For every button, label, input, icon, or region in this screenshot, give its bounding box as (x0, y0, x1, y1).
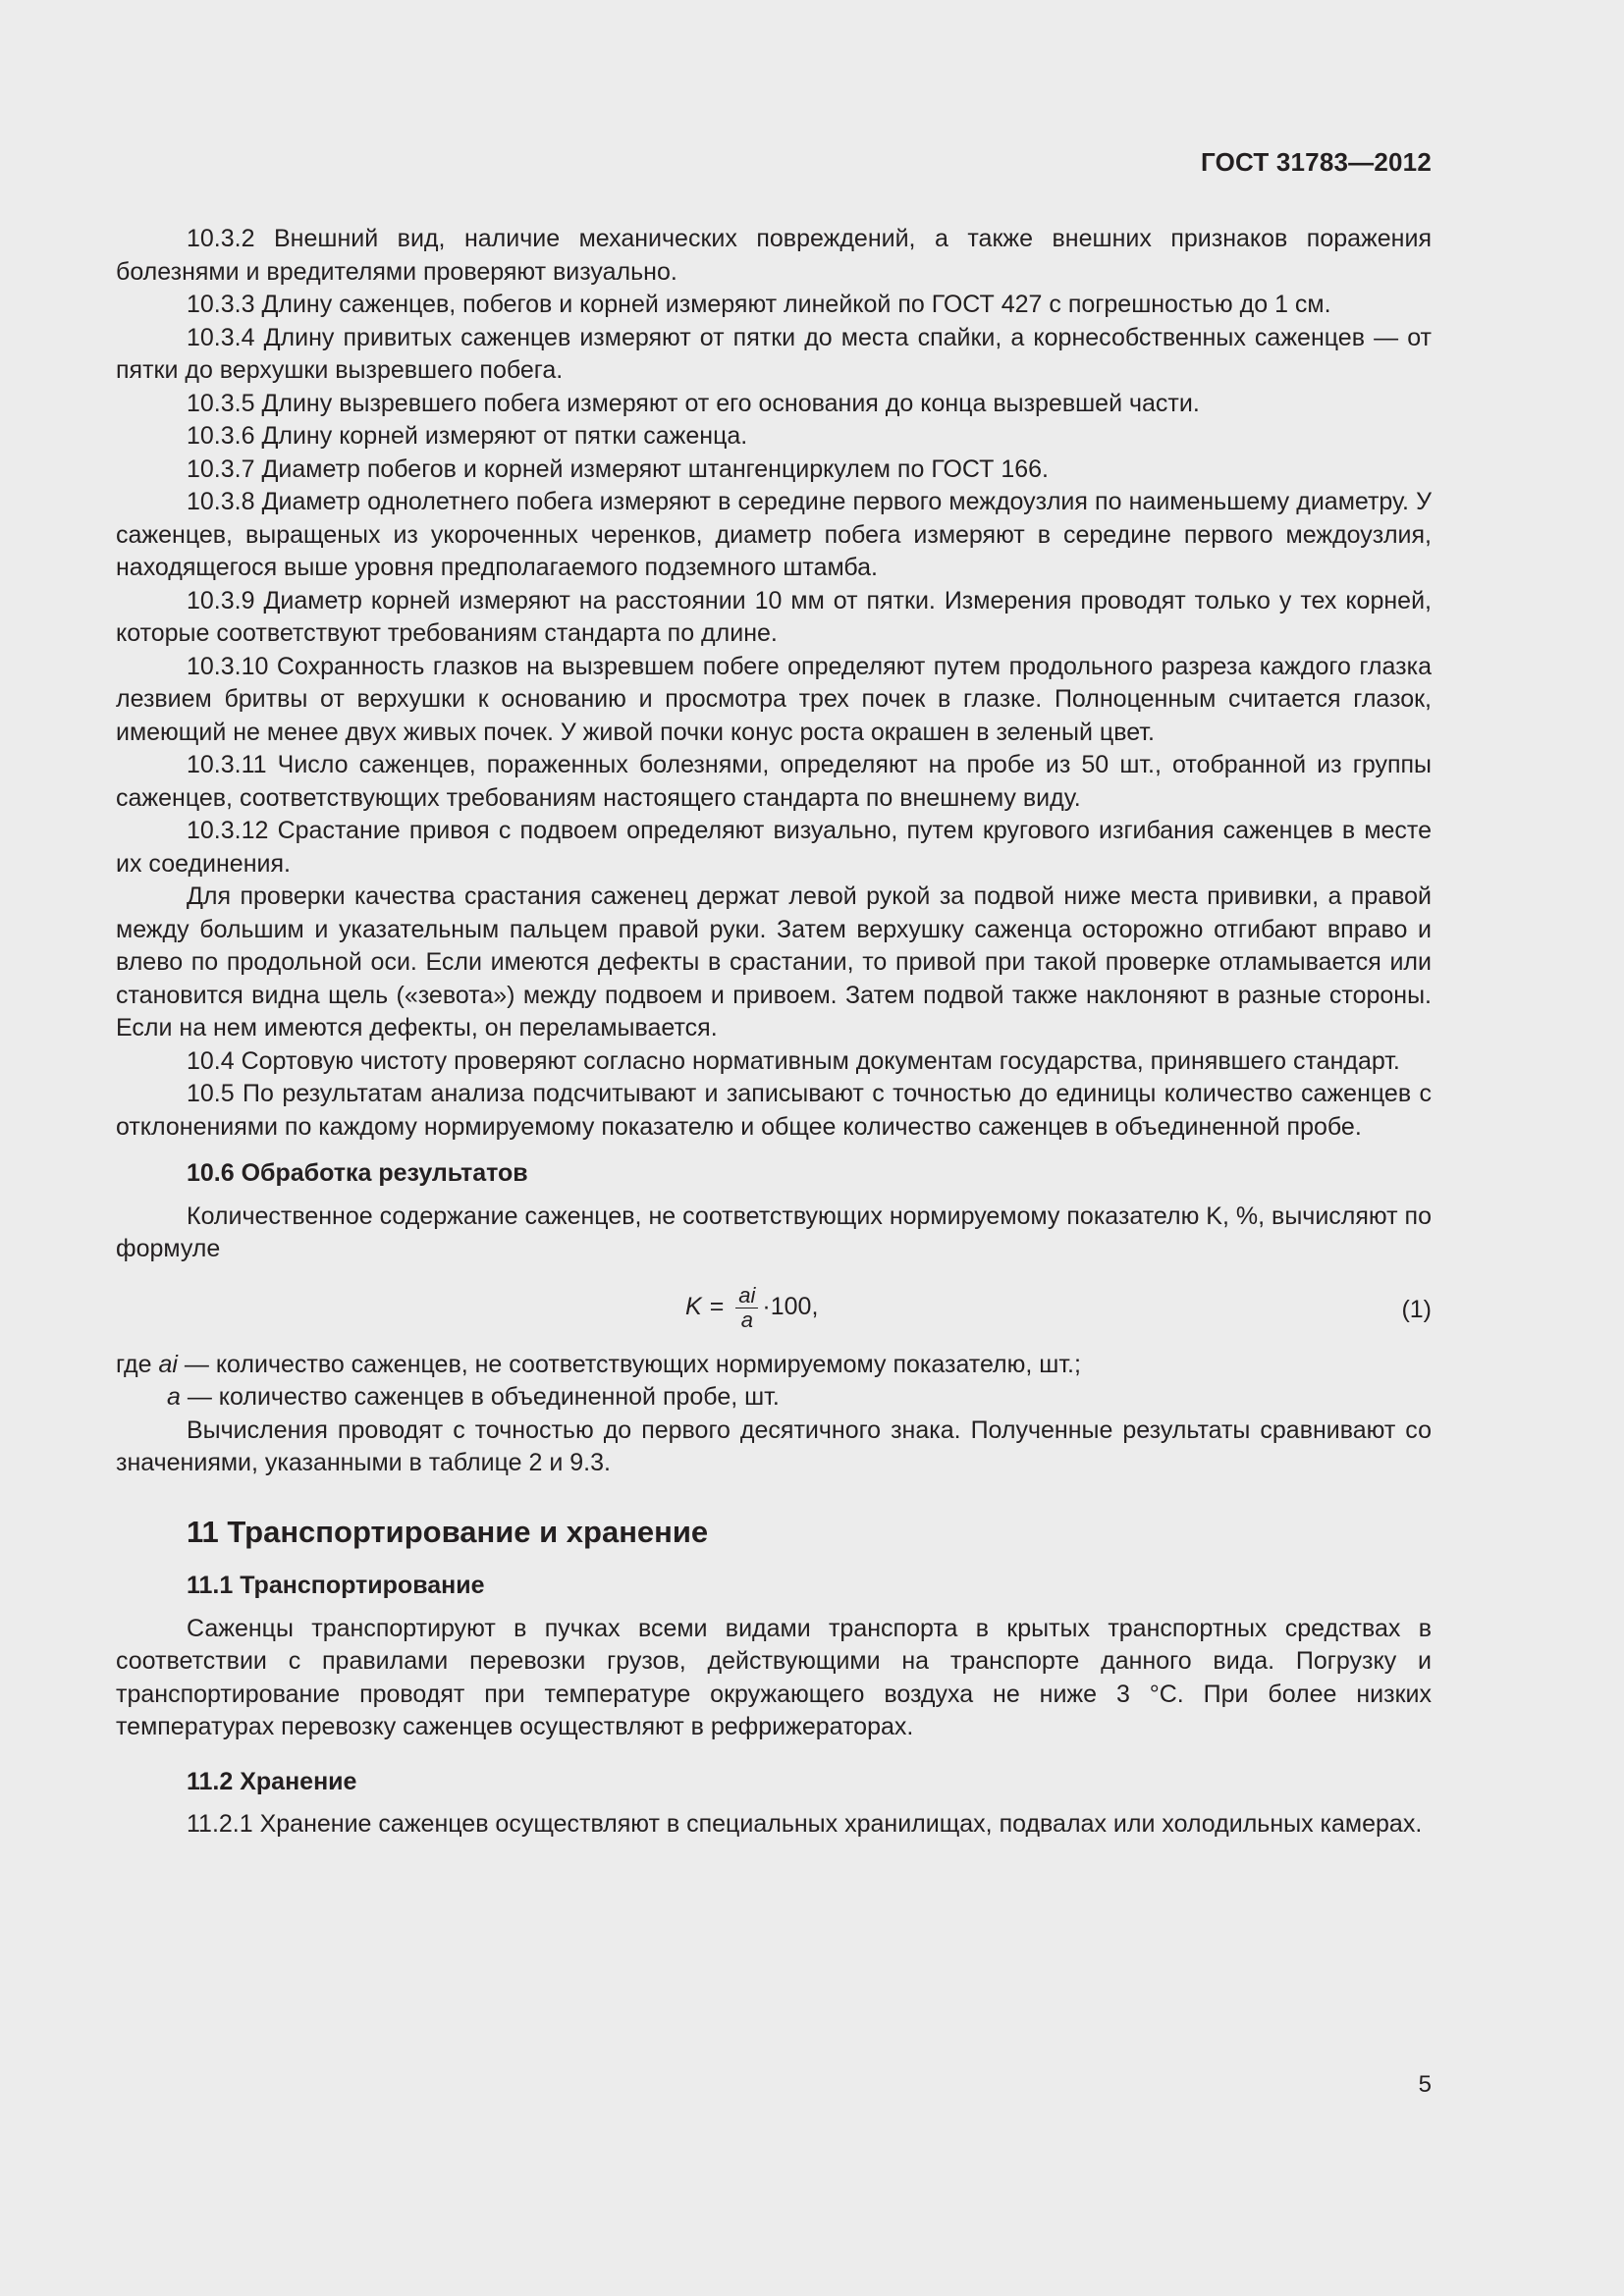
document-code-header: ГОСТ 31783—2012 (1201, 147, 1432, 177)
paragraph-10-3-7: 10.3.7 Диаметр побегов и корней измеряют штангенциркулем по ГОСТ 166. (187, 454, 1049, 483)
body-text (116, 223, 1432, 1842)
equation-number: (1) (1401, 1295, 1432, 1323)
heading-11-1: 11.1 Транспортирование (187, 1572, 485, 1599)
paragraph-10-3-10: 10.3.10 Сохранность глазков на вызревшем побеге определяют путем продольного разреза каждого глазка лезвием бритвы от верхушки к основанию и просмотра трех почек в глазке. Полноценным считается глазок, имеющий не менее двух живых почек. У живой почки конус роста окрашен в зеленый цвет. (116, 652, 1432, 746)
page-number: 5 (1418, 2071, 1432, 2098)
where-line-1 (116, 1349, 1432, 1382)
paragraph-10-6-closing: Вычисления проводят с точностью до первого десятичного знака. Полученные результаты сравнивают со значениями, указанными в таблице 2 и 9.3. (116, 1415, 1432, 1476)
paragraph-11-1: Саженцы транспортируют в пучках всеми видами транспорта в крытых транспортных средствах в соответствии с правилами перевозки грузов, действующими на транспорте данного вида. Погрузку и транспортирование проводят при температуре окружающего воздуха не ниже 3 °С. При более низких температурах перевозку саженцев осуществляют в рефрижераторах. (116, 1614, 1432, 1740)
formula (685, 1284, 818, 1332)
paragraph-10-3-5: 10.3.5 Длину вызревшего побега измеряют от его основания до конца вызревшей части. (187, 389, 1200, 417)
paragraph-10-6-intro: Количественное содержание саженцев, не соответствующих нормируемому показателю K, %, вычисляют по формуле (116, 1201, 1432, 1262)
where-symbol-ai: ai (158, 1350, 178, 1378)
where-definition-ai: — количество саженцев, не соответствующих нормируемому показателю, шт.; (177, 1350, 1081, 1378)
paragraph-10-3-4: 10.3.4 Длину привитых саженцев измеряют от пятки до места спайки, а корнесобственных саженцев — от пятки до верхушки вызревшего побега. (116, 323, 1432, 384)
paragraph-10-3-12: 10.3.12 Срастание привоя с подвоем определяют визуально, путем кругового изгибания саженцев в месте их соединения. (116, 817, 1432, 878)
paragraph-10-5: 10.5 По результатам анализа подсчитывают и записывают с точностью до единицы количество саженцев с отклонениями по каждому нормируемому показателю и общее количество саженцев в объединенной пробе. (116, 1080, 1432, 1141)
formula-lhs: K (685, 1293, 702, 1321)
where-definition-a: — количество саженцев в объединенной пробе, шт. (180, 1383, 780, 1411)
heading-11-2: 11.2 Хранение (187, 1767, 357, 1795)
paragraph-10-3-2: 10.3.2 Внешний вид, наличие механических повреждений, а также внешних признаков поражения болезнями и вредителями проверяют визуально. (116, 225, 1432, 286)
formula-row (116, 1276, 1432, 1349)
paragraph-11-2-1: 11.2.1 Хранение саженцев осуществляют в специальных хранилищах, подвалах или холодильных камерах. (187, 1810, 1423, 1838)
paragraph-10-3-3: 10.3.3 Длину саженцев, побегов и корней измеряют линейкой по ГОСТ 427 с погрешностью до 1 см. (187, 291, 1331, 318)
paragraph-10-3-11: 10.3.11 Число саженцев, пораженных болезнями, определяют на пробе из 50 шт., отобранной из группы саженцев, соответствующих требованиям настоящего стандарта по внешнему виду. (116, 751, 1432, 812)
formula-equals: = (709, 1293, 725, 1321)
formula-numerator: ai (735, 1284, 758, 1308)
paragraph-10-4: 10.4 Сортовую чистоту проверяют согласно нормативным документам государства, принявшего стандарт. (187, 1046, 1400, 1075)
paragraph-grafting-check: Для проверки качества срастания саженец держат левой рукой за подвой ниже места прививки, а правой между большим и указательным пальцем правой руки. Затем верхушку саженца осторожно отгибают вправо и влево по продольной оси. Если имеются дефекты в срастании, то привой при такой проверке отламывается или становится видна щель («зевота») между подвоем и привоем. Затем подвой также наклоняют в разные стороны. Если на нем имеются дефекты, он переламывается. (116, 882, 1432, 1041)
paragraph-10-3-9: 10.3.9 Диаметр корней измеряют на расстоянии 10 мм от пятки. Измерения проводят только у тех корней, которые соответствуют требованиям стандарта по длине. (116, 586, 1432, 647)
section-11-title: 11 Транспортирование и хранение (187, 1514, 709, 1549)
paragraph-10-3-6: 10.3.6 Длину корней измеряют от пятки саженца. (187, 422, 748, 450)
formula-tail: ·100, (762, 1293, 819, 1321)
where-prefix: где (116, 1350, 152, 1378)
formula-denominator: a (740, 1307, 753, 1332)
where-symbol-a: a (167, 1383, 181, 1411)
document-page (116, 0, 1432, 2296)
formula-fraction (735, 1284, 758, 1332)
where-line-2 (116, 1381, 1432, 1415)
paragraph-10-3-8: 10.3.8 Диаметр однолетнего побега измеряют в середине первого междоузлия по наименьшему диаметру. У саженцев, выращеных из укороченных черенков, диаметр побега измеряют в середине первого междоузлия, находящегося выше уровня предполагаемого подземного штамба. (116, 488, 1432, 581)
heading-10-6: 10.6 Обработка результатов (187, 1159, 528, 1187)
